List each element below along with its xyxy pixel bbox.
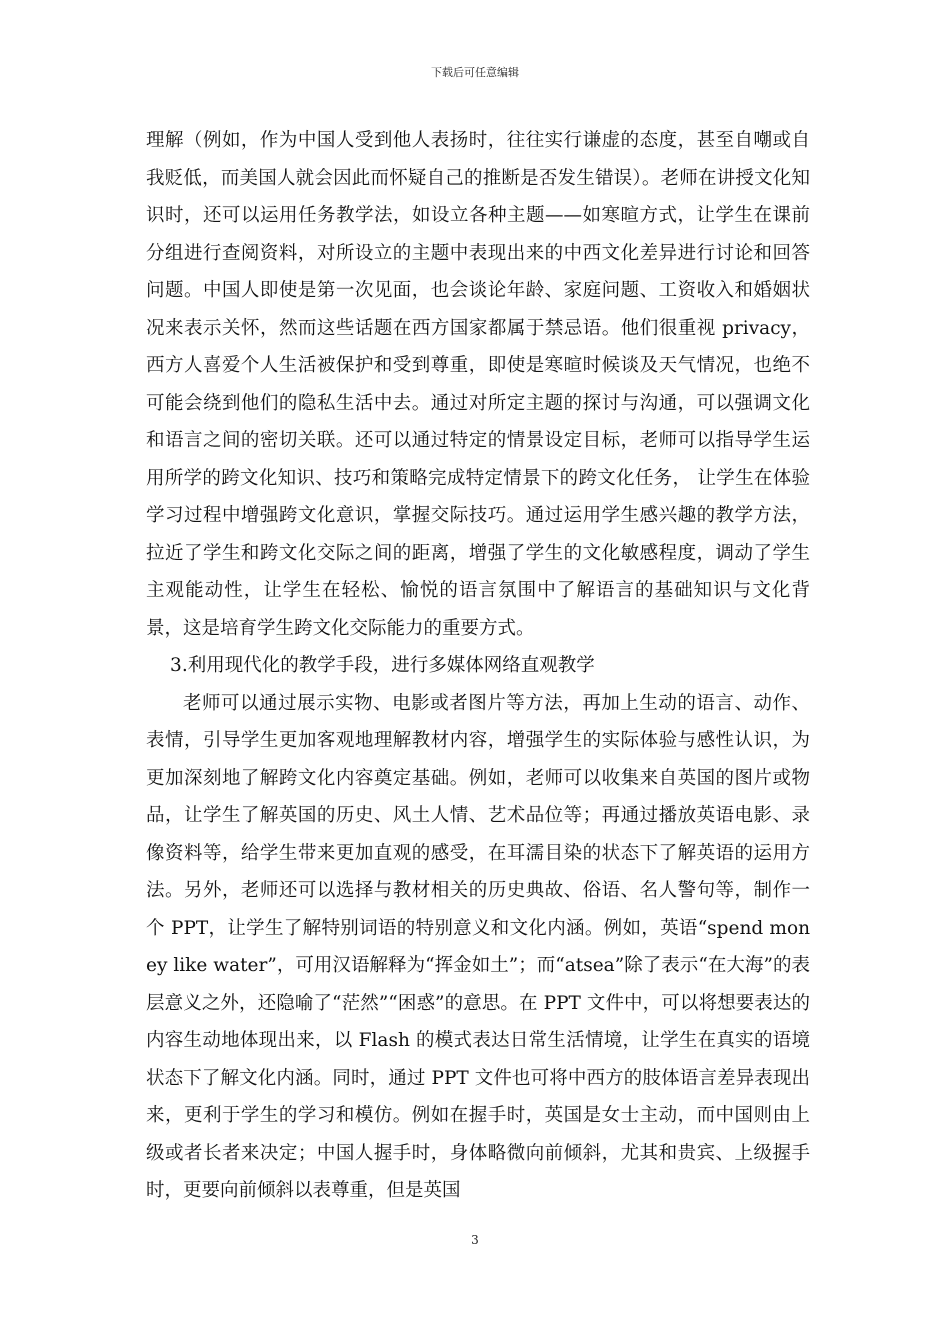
section-heading: 3.利用现代化的教学手段，进行多媒体网络直观教学	[170, 655, 595, 676]
document-body	[146, 122, 810, 1210]
page-header: 下载后可任意编辑	[431, 66, 519, 79]
body-paragraph-2: 老师可以通过展示实物、电影或者图片等方法，再加上生动的语言、动作、表情，引导学生更加客观地理解教材内容，增强学生的实际体验与感性认识，为更加深刻地了解跨文化内容奠定基础。例如，老师可以收集来自英国的图片或物品，让学生了解英国的历史、风土人情、艺术品位等；再通过播放英语电影、录像资料等，给学生带来更加直观的感受，在耳濡目染的状态下了解英语的运用方法。另外，老师还可以选择与教材相关的历史典故、俗语、名人警句等，制作一个 PPT，让学生了解特别词语的特别意义和文化内涵。例如，英语“spend money like water”，可用汉语解释为“挥金如土”；而“atsea”除了表示“在大海”的表层意义之外，还隐喻了“茫然”“困惑”的意思。在 PPT 文件中，可以将想要表达的内容生动地体现出来，以 Flash 的模式表达日常生活情境，让学生在真实的语境状态下了解文化内涵。同时，通过 PPT 文件也可将中西方的肢体语言差异表现出来，更利于学生的学习和模仿。例如在握手时，英国是女士主动，而中国则由上级或者长者来决定；中国人握手时，身体略微向前倾斜，尤其和贵宾、上级握手时，更要向前倾斜以表尊重，但是英国	[146, 692, 810, 1201]
page-number: 3	[471, 1233, 479, 1247]
body-paragraph-1: 理解（例如，作为中国人受到他人表扬时，往往实行谦虚的态度，甚至自嘲或自我贬低，而美国人就会因此而怀疑自己的推断是否发生错误）。老师在讲授文化知识时，还可以运用任务教学法，如设立各种主题——如寒暄方式，让学生在课前分组进行查阅资料，对所设立的主题中表现出来的中西文化差异进行讨论和回答问题。中国人即使是第一次见面，也会谈论年龄、家庭问题、工资收入和婚姻状况来表示关怀，然而这些话题在西方国家都属于禁忌语。他们很重视 privacy，西方人喜爱个人生活被保护和受到尊重，即使是寒暄时候谈及天气情况，也绝不可能会绕到他们的隐私生活中去。通过对所定主题的探讨与沟通，可以强调文化和语言之间的密切关联。还可以通过特定的情景设定目标，老师可以指导学生运用所学的跨文化知识、技巧和策略完成特定情景下的跨文化任务， 让学生在体验学习过程中增强跨文化意识，掌握交际技巧。通过运用学生感兴趣的教学方法，拉近了学生和跨文化交际之间的距离，增强了学生的文化敏感程度，调动了学生主观能动性，让学生在轻松、愉悦的语言氛围中了解语言的基础知识与文化背景，这是培育学生跨文化交际能力的重要方式。	[146, 130, 810, 639]
